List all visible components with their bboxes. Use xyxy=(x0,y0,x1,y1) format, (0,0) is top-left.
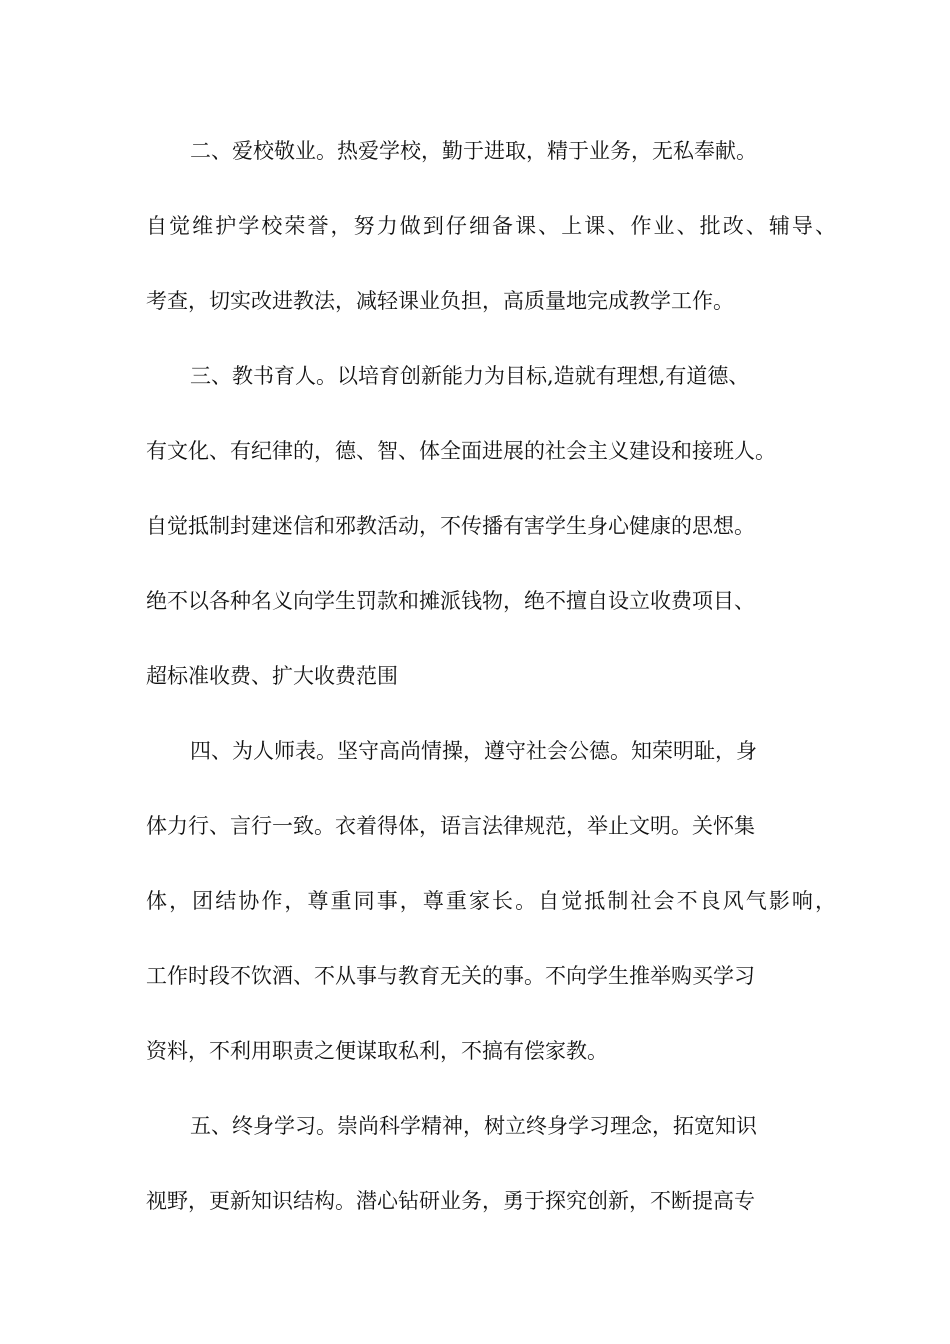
paragraph-3-line-2: 有文化、有纪律的，德、智、体全面进展的社会主义建设和接班人。 xyxy=(146,439,776,463)
paragraph-4-line-2: 体力行、言行一致。衣着得体，语言法律规范，举止文明。关怀集 xyxy=(146,814,755,838)
paragraph-4-line-1: 四、为人师表。坚守高尚情操，遵守社会公德。知荣明耻，身 xyxy=(190,739,757,763)
paragraph-2-line-1: 二、爱校敬业。热爱学校，勤于进取，精于业务，无私奉献。 xyxy=(190,139,757,163)
paragraph-4-line-5: 资料，不利用职责之便谋取私利，不搞有偿家教。 xyxy=(146,1039,608,1063)
paragraph-3-line-3: 自觉抵制封建迷信和邪教活动，不传播有害学生身心健康的思想。 xyxy=(146,514,755,538)
paragraph-5-line-2: 视野，更新知识结构。潜心钻研业务，勇于探究创新，不断提高专 xyxy=(146,1189,755,1213)
paragraph-2-line-3: 考查，切实改进教法，减轻课业负担，高质量地完成教学工作。 xyxy=(146,289,734,313)
paragraph-2-line-2: 自觉维护学校荣誉，努力做到仔细备课、上课、作业、批改、辅导、 xyxy=(146,214,836,238)
paragraph-4-line-4: 工作时段不饮酒、不从事与教育无关的事。不向学生推举购买学习 xyxy=(146,964,755,988)
paragraph-3-line-1: 三、教书育人。以培育创新能力为目标,造就有理想,有道德、 xyxy=(190,364,750,388)
paragraph-5-line-1: 五、终身学习。崇尚科学精神，树立终身学习理念，拓宽知识 xyxy=(190,1114,757,1138)
paragraph-4-line-3: 体，团结协作，尊重同事，尊重家长。自觉抵制社会不良风气影响， xyxy=(146,889,836,913)
paragraph-3-line-4: 绝不以各种名义向学生罚款和摊派钱物，绝不擅自设立收费项目、 xyxy=(146,589,755,613)
paragraph-3-line-5: 超标准收费、扩大收费范围 xyxy=(146,664,398,688)
